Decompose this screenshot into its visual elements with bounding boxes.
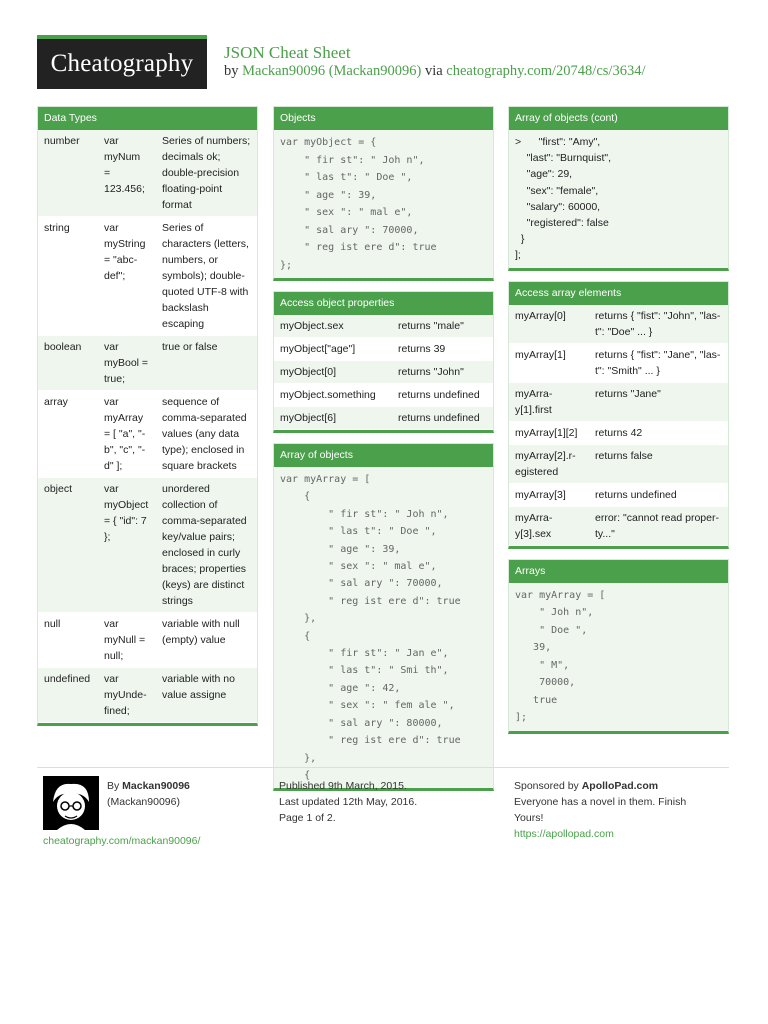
author-avatar (43, 776, 99, 830)
section-title: Arrays (509, 560, 728, 583)
footer (37, 767, 729, 847)
code-block: var myArray = [ " Joh n", " Doe ", 39, " M", 70000, true ]; (509, 583, 728, 731)
table-cell: null (38, 613, 98, 668)
cheatography-logo[interactable] (37, 35, 207, 89)
table-cell: variable with null (empty) value (156, 613, 257, 668)
table-row (38, 668, 257, 723)
table-cell: returns { "fist": "Jane", "las- t": "Smith" ... } (589, 343, 728, 382)
table-cell: myArra- y[1].first (509, 382, 589, 421)
author-info: By Mackan90096 (Mackan90096) (107, 780, 190, 808)
table-cell: string (38, 217, 98, 336)
table-cell: returns "male" (392, 315, 493, 338)
section-title: Array of objects (274, 444, 493, 467)
table-row (509, 382, 728, 421)
code-block: var myArray = [ { " fir st": " Joh n", " las t": " Doe ", " age ": 39, " sex ": " mal e", " sal ary ": 70000, " reg ist ere d": true }, { " fir st": " Jan e", " las t": " Smi th", " age ": 42, " sex ": " fem ale ", " sal ary ": 80000, " reg ist ere d": true }, { (274, 467, 493, 788)
author-link[interactable]: Mackan90096 (Mackan90096) (242, 63, 422, 79)
table-row (274, 338, 493, 361)
table-cell: returns 42 (589, 421, 728, 444)
table-cell: undefined (38, 668, 98, 723)
table-cell: myArray[1] (509, 343, 589, 382)
table-cell: var myBool = true; (98, 336, 156, 391)
array-of-objects-cont-section (508, 106, 729, 271)
table-row (38, 336, 257, 391)
table-row (509, 444, 728, 483)
table-cell: var myString = "abc- def"; (98, 217, 156, 336)
table-cell: sequence of comma-separated values (any data type); enclosed in square brackets (156, 391, 257, 478)
table-cell: error: "cannot read proper- ty..." (589, 506, 728, 545)
table-row (509, 506, 728, 545)
table-row (38, 391, 257, 478)
table-cell: Series of numbers; decimals ok; double-precision floating-point format (156, 130, 257, 217)
table-row (38, 217, 257, 336)
table-row (509, 343, 728, 382)
table-cell: returns "John" (392, 361, 493, 384)
table-cell: returns undefined (589, 483, 728, 506)
table-cell: myArray[0] (509, 305, 589, 344)
sponsor-info: Sponsored by ApolloPad.com Everyone has a novel in them. Finish Yours! https://apollopad.com (514, 778, 729, 842)
access-array-section (508, 281, 729, 549)
sponsor-name[interactable]: ApolloPad.com (581, 780, 659, 792)
table-row (274, 384, 493, 407)
code-block: var myObject = { " fir st": " Joh n", " las t": " Doe ", " age ": 39, " sex ": " mal e", " sal ary ": 70000, " reg ist ere d": true }; (274, 130, 493, 278)
section-title: Array of objects (cont) (509, 107, 728, 130)
table-cell: number (38, 130, 98, 217)
objects-section (273, 106, 494, 281)
footer-author-link[interactable]: cheatography.com/mackan90096/ (43, 835, 201, 847)
table-cell: var myUnde- fined; (98, 668, 156, 723)
table-cell: returns 39 (392, 338, 493, 361)
page-title: JSON Cheat Sheet (224, 43, 351, 62)
access-array-table (509, 305, 728, 546)
table-cell: myArra- y[3].sex (509, 506, 589, 545)
sponsor-link[interactable]: https://apollopad.com (514, 828, 614, 840)
table-cell: var myNull = null; (98, 613, 156, 668)
table-cell: myObject[6] (274, 407, 392, 430)
table-cell: myArray[1][2] (509, 421, 589, 444)
table-cell: object (38, 478, 98, 613)
access-object-table (274, 315, 493, 430)
table-cell: myArray[2].r- egistered (509, 444, 589, 483)
table-row (274, 315, 493, 338)
table-cell: myObject.sex (274, 315, 392, 338)
arrays-section (508, 559, 729, 734)
access-object-section (273, 291, 494, 433)
table-cell: returns undefined (392, 407, 493, 430)
table-cell: var myObject = { "id": 7 }; (98, 478, 156, 613)
section-title: Objects (274, 107, 493, 130)
table-row (509, 483, 728, 506)
table-cell: myArray[3] (509, 483, 589, 506)
section-title: Data Types (38, 107, 257, 130)
table-cell: var myArray = [ "a", "- b", "c", "- d" ]; (98, 391, 156, 478)
array-of-objects-section (273, 443, 494, 791)
table-cell: var myNum = 123.456; (98, 130, 156, 217)
sheet-link[interactable]: cheatography.com/20748/cs/3634/ (446, 63, 646, 79)
text-block: > "first": "Amy", "last": "Burnquist", "age": 29, "sex": "female", "salary": 60000, "registered": false } ]; (509, 130, 728, 268)
data-types-section (37, 106, 258, 726)
publish-info: Published 9th March, 2015. Last updated 12th May, 2016. Page 1 of 2. (279, 780, 418, 824)
table-cell: array (38, 391, 98, 478)
table-row (509, 305, 728, 344)
table-cell: returns undefined (392, 384, 493, 407)
table-cell: boolean (38, 336, 98, 391)
table-cell: unordered collection of comma-separated key/value pairs; enclosed in curly braces; properties (keys) are distinct strings (156, 478, 257, 613)
table-cell: returns false (589, 444, 728, 483)
data-types-table (38, 130, 257, 723)
section-title: Access object properties (274, 292, 493, 315)
table-cell: myObject[0] (274, 361, 392, 384)
table-cell: Series of characters (letters, numbers, or symbols); double- quoted UTF-8 with backslash escaping (156, 217, 257, 336)
table-cell: returns { "fist": "John", "las- t": "Doe" ... } (589, 305, 728, 344)
logo-text: Cheatography (50, 50, 194, 77)
table-cell: returns "Jane" (589, 382, 728, 421)
table-row (38, 613, 257, 668)
table-cell: true or false (156, 336, 257, 391)
table-cell: myObject["age"] (274, 338, 392, 361)
table-row (509, 421, 728, 444)
table-row (38, 130, 257, 217)
table-row (274, 361, 493, 384)
table-row (274, 407, 493, 430)
table-row (38, 478, 257, 613)
table-cell: variable with no value assigne (156, 668, 257, 723)
table-cell: myObject.something (274, 384, 392, 407)
footer-author[interactable]: Mackan90096 (122, 780, 190, 792)
byline: by Mackan90096 (Mackan90096) via cheatography.com/20748/cs/3634/ (224, 63, 646, 79)
section-title: Access array elements (509, 282, 728, 305)
